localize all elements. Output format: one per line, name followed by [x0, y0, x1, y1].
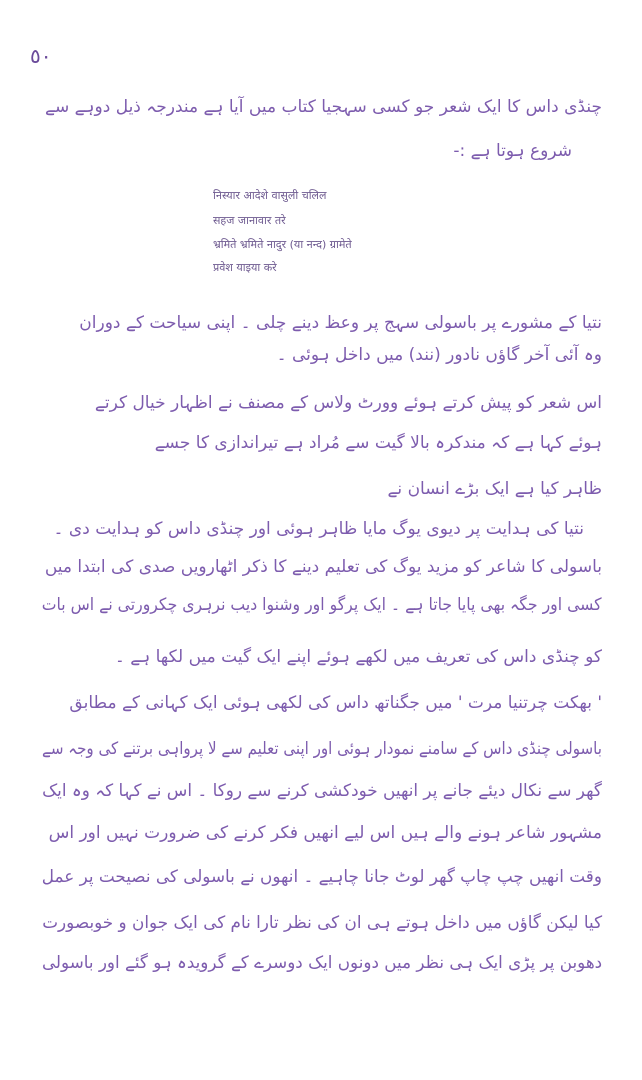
hindi-verse-line: प्रवेश याइया करे — [213, 261, 277, 274]
hindi-verse-line: सहज जानावार तरे — [213, 214, 286, 227]
body-line: مشہور شاعر ہونے والے ہیں اس لیے انھیں فکر کرنے کی ضرورت نہیں اور اس — [48, 823, 602, 843]
intro-line: شروع ہوتا ہے :- — [453, 141, 572, 161]
body-line: نتیا کی ہدایت پر دیوی یوگ مایا ظاہر ہوئی اور چنڈی داس کو ہدایت دی ۔ — [53, 519, 584, 539]
body-line: ' بھکت چرتنیا مرت ' میں جگناتھ داس کی لکھی ہوئی ایک کہانی کے مطابق — [69, 693, 602, 713]
body-line: باسولی کا شاعر کو مزید یوگ کی تعلیم دینے کا ذکر اٹھارویں صدی کی ابتدا میں — [44, 557, 602, 577]
page-number: ٥٠ — [30, 44, 52, 68]
body-line: وہ آئی آخر گاؤں نادور (نند) میں داخل ہوئی ۔ — [276, 345, 602, 365]
body-line: دھوبن پر پڑی ایک ہی نظر میں دونوں ایک دوسرے کے گرویدہ ہو گئے اور باسولی — [41, 953, 602, 973]
intro-line: چنڈی داس کا ایک شعر جو کسی سہجیا کتاب میں آیا ہے مندرجہ ذیل دوہے سے — [44, 97, 602, 117]
hindi-verse-line: निस्यार आदेशे वासुली चलिल — [213, 189, 327, 202]
body-line: کو چنڈی داس کی تعریف میں لکھے ہوئے اپنے ایک گیت میں لکھا ہے ۔ — [114, 647, 602, 667]
body-line: گھر سے نکال دیئے جانے پر انھیں خودکشی کرنے سے روکا ۔ اس نے کہا کہ وہ ایک — [42, 781, 602, 801]
body-line: کیا لیکن گاؤں میں داخل ہوتے ہی ان کی نظر تارا نام کی ایک جوان و خوبصورت — [42, 913, 602, 933]
body-line: ہوئے کہا ہے کہ مندکرہ بالا گیت سے مُراد ہے تیراندازی کا جسے — [154, 433, 602, 453]
body-line: وقت انھیں چپ چاپ گھر لوٹ جانا چاہیے ۔ انھوں نے باسولی کی نصیحت پر عمل — [41, 867, 602, 887]
body-line: ظاہر کیا ہے ایک بڑے انسان نے — [387, 479, 602, 499]
hindi-verse-line: भ्रमिते भ्रमिते नादुर (या नन्द) ग्रामेते — [213, 238, 352, 251]
body-line: نتیا کے مشورے پر باسولی سہج پر وعظ دینے چلی ۔ اپنی سیاحت کے دوران — [79, 313, 602, 333]
body-line: اس شعر کو پیش کرتے ہوئے وورٹ ولاس کے مصنف نے اظہار خیال کرتے — [94, 393, 602, 413]
body-line: کسی اور جگہ بھی پایا جاتا ہے ۔ ایک پرگو اور وشنوا دیب نرہری چکرورتی نے اس بات — [42, 595, 602, 615]
body-line: باسولی چنڈی داس کے سامنے نمودار ہوئی اور اپنی تعلیم سے لا پرواہی برتنے کی وجہ سے — [42, 739, 602, 759]
